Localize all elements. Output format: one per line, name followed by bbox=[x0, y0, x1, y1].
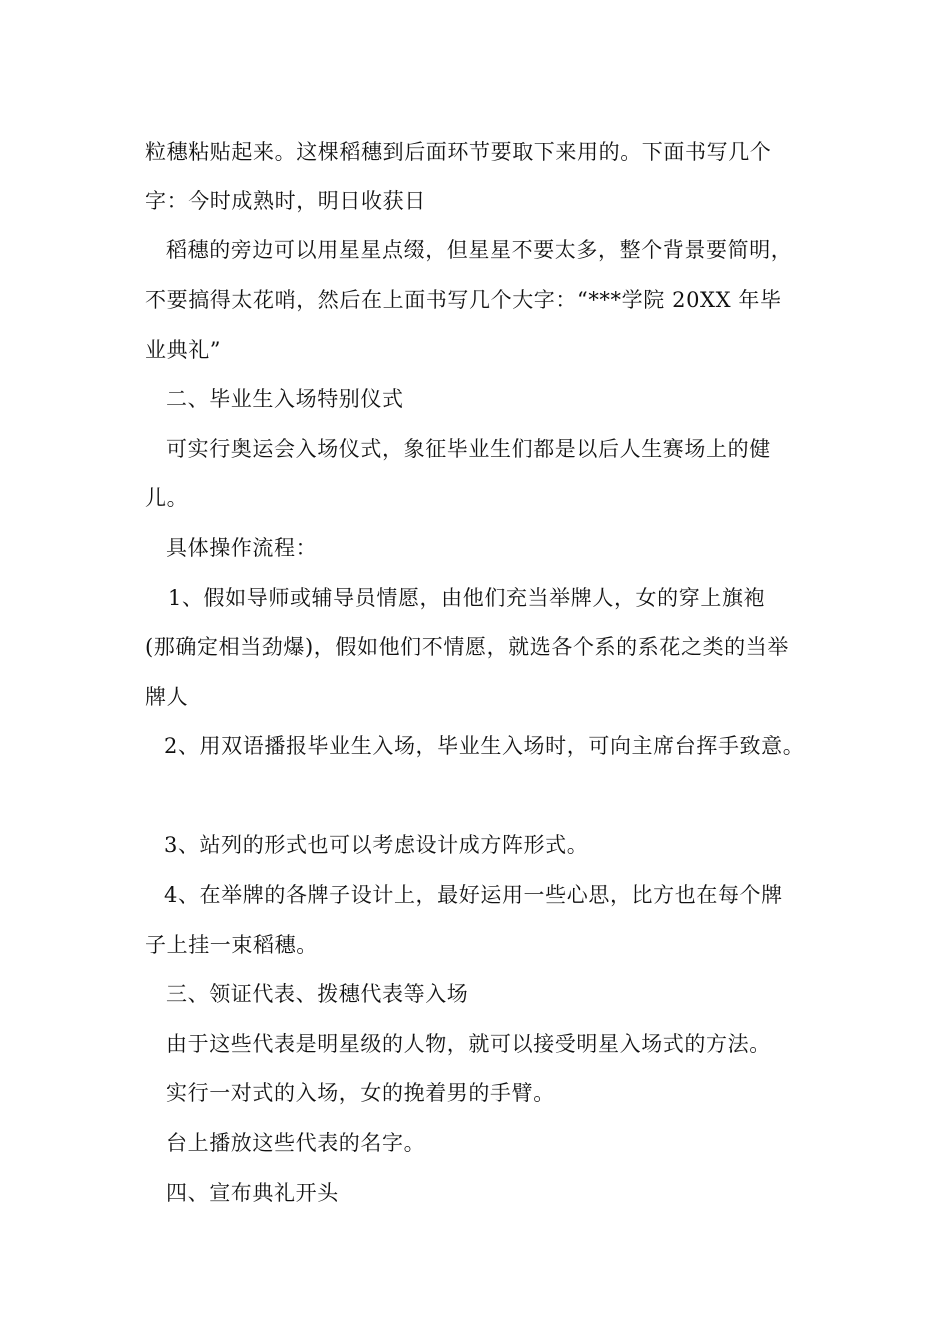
list-item-line: 3、站列的形式也可以考虑设计成方阵形式。 bbox=[164, 833, 589, 857]
list-item-line: 2、用双语播报毕业生入场，毕业生入场时，可向主席台挥手致意。 bbox=[164, 734, 805, 758]
paragraph-line: 业典礼” bbox=[145, 338, 222, 362]
paragraph-line: 字：今时成熟时，明日收获日 bbox=[145, 189, 426, 213]
paragraph-line: 儿。 bbox=[145, 486, 189, 510]
list-item-line: (那确定相当劲爆)，假如他们不情愿，就选各个系的系花之类的当举 bbox=[145, 635, 789, 659]
paragraph-line: 粒穗粘贴起来。这棵稻穗到后面环节要取下来用的。下面书写几个 bbox=[145, 140, 772, 164]
paragraph-line: 稻穗的旁边可以用星星点缀，但星星不要太多，整个背景要简明， bbox=[166, 238, 793, 262]
section-heading: 三、领证代表、拨穗代表等入场 bbox=[166, 982, 469, 1006]
paragraph-line: 不要搞得太花哨，然后在上面书写几个大字：“***学院 20XX 年毕 bbox=[145, 288, 782, 312]
section-heading: 四、宣布典礼开头 bbox=[166, 1181, 339, 1205]
paragraph-line: 可实行奥运会入场仪式，象征毕业生们都是以后人生赛场上的健 bbox=[166, 437, 771, 461]
list-item-line: 4、在举牌的各牌子设计上，最好运用一些心思，比方也在每个牌 bbox=[164, 883, 783, 907]
paragraph-line: 台上播放这些代表的名字。 bbox=[166, 1131, 426, 1155]
paragraph-line: 具体操作流程： bbox=[166, 536, 318, 560]
list-item-line: 牌人 bbox=[145, 685, 189, 709]
list-item-line: 1、假如导师或辅导员情愿，由他们充当举牌人，女的穿上旗袍 bbox=[168, 586, 766, 610]
paragraph-line: 实行一对式的入场，女的挽着男的手臂。 bbox=[166, 1081, 555, 1105]
section-heading: 二、毕业生入场特别仪式 bbox=[166, 387, 404, 411]
paragraph-line: 由于这些代表是明星级的人物，就可以接受明星入场式的方法。 bbox=[166, 1032, 771, 1056]
list-item-line: 子上挂一束稻穗。 bbox=[145, 933, 318, 957]
